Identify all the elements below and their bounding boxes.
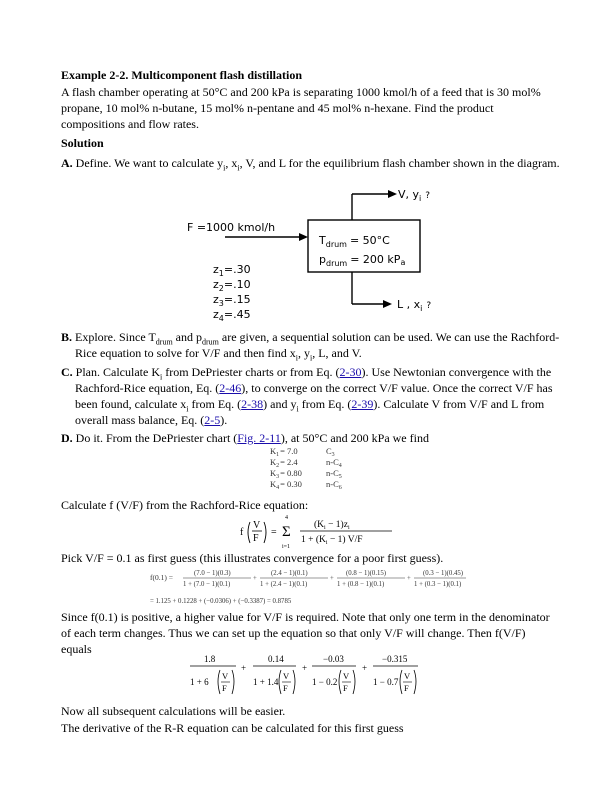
k2-row: $K_2= 2.4$ $n-C_4$ <box>270 457 342 469</box>
step-b: B. Explore. Since $T_{drum}$ and $p_{drum}$ are given, a sequential solution can be used. We can use the Rachford-Rice equation to solve for V/F and then find $x_i$, $y_i$, L, and V. <box>61 330 560 363</box>
z1-value: $z_1=.30$ <box>213 263 251 278</box>
rr-fden: F <box>253 533 259 544</box>
problem-statement: A flash chamber operating at 50°C and 200 kPa is separating 1000 kmol/h of a feed that is 30 mol% propane, 10 mol% n-butane, 15 mol% n-pentane and 45 mol% n-hexane. Find the product compositions and flow rates. <box>61 85 541 131</box>
fvf-equation <box>190 651 430 701</box>
f01-t4-num: (0.3 − 1)(0.45) <box>423 570 464 577</box>
f01-t1-den: 1 + (7.0 − 1)(0.1) <box>183 581 231 588</box>
derivative-text: The derivative of the R-R equation can be calculated for this first guess <box>61 721 404 735</box>
fvf-t3-num: −0.03 <box>323 654 344 664</box>
k1-row: $K_1= 7.0$ $C_3$ <box>270 446 335 458</box>
since-text: Since f(0.1) is positive, a higher value for V/F is required. Note that only one term in the denominator of each term changes. Thus we can set up the equation so that only V/F will change. Then f(V/F) equals <box>61 610 550 656</box>
flash-diagram <box>175 185 475 325</box>
vapor-arrow-icon <box>388 190 397 198</box>
fvf-t3-f: F <box>343 683 348 693</box>
rr-f: f <box>240 527 244 538</box>
k-values <box>270 445 380 495</box>
rr-v: V <box>253 520 261 531</box>
f01-t3-den: 1 + (0.8 − 1)(0.1) <box>337 581 385 588</box>
solution-label: Solution <box>61 136 104 150</box>
rr-intro: Calculate f (V/F) from the Rachford-Rice equation: <box>61 498 309 512</box>
rr-equals: = <box>271 527 277 538</box>
liquid-arrow-icon <box>383 300 392 308</box>
feed-arrow-icon <box>299 233 308 241</box>
rr-denominator: $1 + (K_i - 1)$ V/F <box>301 535 363 546</box>
feed-label: F =1000 kmol/h <box>187 221 276 234</box>
fvf-plus-3: + <box>362 663 368 673</box>
fvf-t4-v: V <box>404 671 411 681</box>
fvf-plus-1: + <box>241 663 247 673</box>
fvf-t2-num: 0.14 <box>268 654 284 664</box>
drum-pressure: $p_{drum} = 200$ kPa <box>319 253 406 268</box>
eq-2-46-link[interactable]: 2-46 <box>219 381 242 395</box>
eq-2-39-link[interactable]: 2-39 <box>351 397 374 411</box>
k3-row: $K_3= 0.80$ $n-C_5$ <box>270 468 342 480</box>
f01-t4-den: 1 + (0.3 − 1)(0.1) <box>414 581 462 588</box>
f01-t2-den: 1 + (2.4 − 1)(0.1) <box>260 581 308 588</box>
fvf-t2-v: V <box>283 671 290 681</box>
first-guess-text: Pick V/F = 0.1 as first guess (this illustrates convergence for a poor first guess). <box>61 551 444 565</box>
fvf-t2-den: 1 + 1.4 <box>253 677 279 687</box>
fvf-plus-2: + <box>302 663 308 673</box>
f01-lhs: f(0.1) = <box>150 573 173 582</box>
liquid-label: L , $x_i$ ? <box>397 298 432 313</box>
f01-plus-2: + <box>330 575 334 582</box>
fvf-t1-num: 1.8 <box>204 654 216 664</box>
f01-t3-num: (0.8 − 1)(0.15) <box>346 570 387 577</box>
fvf-t4-num: −0.315 <box>382 654 408 664</box>
rr-sum-bottom: i=1 <box>282 544 291 550</box>
fvf-t4-den: 1 − 0.7 <box>373 677 399 687</box>
fvf-t1-v: V <box>222 671 229 681</box>
fvf-t1-den: 1 + 6 <box>190 677 209 687</box>
step-d: D. Do it. From the DePriester chart (Fig. 2-11), at 50°C and 200 kPa we find <box>61 431 429 445</box>
f01-plus-1: + <box>253 575 257 582</box>
vapor-label: V, $y_i$ ? <box>398 188 431 203</box>
f01-t2-num: (2.4 − 1)(0.1) <box>271 570 308 577</box>
f01-t1-num: (7.0 − 1)(0.3) <box>194 570 231 577</box>
f01-result: = 1.125 + 0.1228 + (−0.0306) + (−0.3387) = 0.8785 <box>150 598 292 605</box>
rachford-rice-equation <box>240 510 400 554</box>
eq-2-5-link[interactable]: 2-5 <box>204 413 221 427</box>
f01-plus-3: + <box>407 575 411 582</box>
fvf-t3-den: 1 − 0.2 <box>312 677 338 687</box>
step-a: A. Define. We want to calculate $y_i$, $x_i$, V, and L for the equilibrium flash chamber shown in the diagram. <box>61 156 560 173</box>
easier-text: Now all subsequent calculations will be easier. <box>61 704 286 718</box>
eq-2-38-link[interactable]: 2-38 <box>241 397 264 411</box>
drum-temperature: $T_{drum} = 50^\circ C$ <box>319 234 390 249</box>
fig-2-11-link[interactable]: Fig. 2-11 <box>237 431 281 445</box>
example-heading: Example 2-2. Multicomponent flash distillation <box>61 68 303 82</box>
rr-numerator: $(K_i - 1)z_i$ <box>314 520 350 531</box>
fvf-t3-v: V <box>343 671 350 681</box>
fvf-t1-f: F <box>222 683 227 693</box>
z2-value: $z_2=.10$ <box>213 278 251 293</box>
fvf-t4-f: F <box>404 683 409 693</box>
k4-row: $K_4= 0.30$ $n-C_6$ <box>270 479 342 491</box>
z4-value: $z_4=.45$ <box>213 308 251 323</box>
rr-sum: Σ <box>282 524 291 540</box>
eq-2-30-link[interactable]: 2-30 <box>339 365 362 379</box>
f01-equation <box>150 566 470 610</box>
step-c: C. Plan. Calculate $K_i$ from DePriester charts or from Eq. (2-30). Use Newtonian convergence with the Rachford-Rice equation, Eq. (2-46), to converge on the correct V/F value. Once the correct V/F has been found, calculate $x_i$ from Eq. (2-38) and $y_i$ from Eq. (2-39). Calculate V from V/F and L from overall mass balance, Eq. (2-5). <box>61 365 553 427</box>
z3-value: $z_3=.15$ <box>213 293 251 308</box>
rr-sum-top: 4 <box>285 515 288 521</box>
fvf-t2-f: F <box>283 683 288 693</box>
